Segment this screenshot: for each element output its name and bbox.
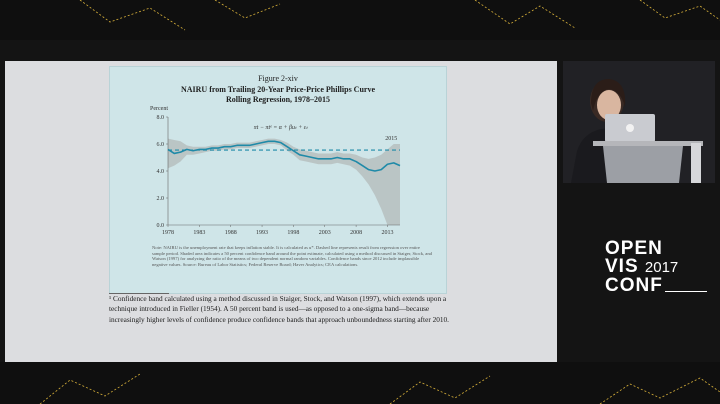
confidence-band-area: [168, 139, 400, 225]
y-tick-label: 6.0: [156, 142, 164, 148]
x-tick-label: 1978: [162, 230, 174, 236]
figure-panel: [109, 66, 447, 294]
y-tick-label: 0.0: [156, 223, 164, 229]
y-tick-label: 2.0: [156, 196, 164, 202]
figure-title-line-2: Rolling Regression, 1978–2015: [225, 95, 331, 104]
regression-equation: πt − πtᵉ = α + βuₜ + εₜ: [253, 125, 308, 131]
y-tick-label: 4.0: [156, 169, 164, 175]
logo-line-open: OPEN: [605, 238, 663, 259]
y-tick-label: 8.0: [156, 115, 164, 121]
figure-source-text: Source: Bureau of Labor Statistics; Federal Reserve Board; Haver Analytics; CEA calculations.: [182, 261, 359, 267]
logo-underline: [665, 291, 707, 292]
figure-note-text: Note: NAIRU is the unemployment rate that keeps inflation stable. It is calculated as u*. Dashed line represents result from regression over entire sample period. Shaded area indicates a 50 percent confidence band around the point estimate, calculated using a method discussed in Staiger, Stock, and Watson (1997) for analyzing the ratio of the means of two dependent normal random variables. Confidence bands since 2012 include implausible negative values.: [152, 245, 432, 267]
x-tick-label: 2008: [350, 230, 363, 236]
openvisconf-logo: [605, 240, 678, 295]
figure-notes: [152, 245, 432, 267]
figure-title-line-1: NAIRU from Trailing 20-Year Price-Price Phillips Curve: [180, 85, 376, 94]
x-tick-label: 2003: [318, 230, 331, 236]
year-2015-annotation: 2015: [385, 135, 398, 142]
speaker-video-feed: [563, 61, 715, 183]
y-axis-label: Percent: [150, 106, 168, 112]
slide-footnote: ¹ Confidence band calculated using a method discussed in Staiger, Stock, and Watson (1997), which extends upon a technique introduced in Fieller (1954). A 50 percent band is used—as opposed to a one-sigma band—because increasingly higher levels of confidence produce confidence bands that approach unboundedness starting after 2010.: [109, 294, 449, 324]
x-tick-label: 1993: [256, 230, 269, 236]
x-tick-label: 1998: [287, 230, 300, 236]
x-tick-label: 2013: [381, 230, 394, 236]
figure-number: Figure 2-xiv: [258, 74, 298, 83]
logo-line-conf: CONF: [605, 275, 663, 296]
logo-word-vis: VIS: [605, 256, 639, 277]
speaker-image: [563, 61, 715, 183]
presentation-slide: [5, 61, 557, 362]
x-tick-label: 1988: [224, 230, 237, 236]
x-tick-label: 1983: [193, 230, 206, 236]
logo-year: 2017: [644, 259, 679, 276]
